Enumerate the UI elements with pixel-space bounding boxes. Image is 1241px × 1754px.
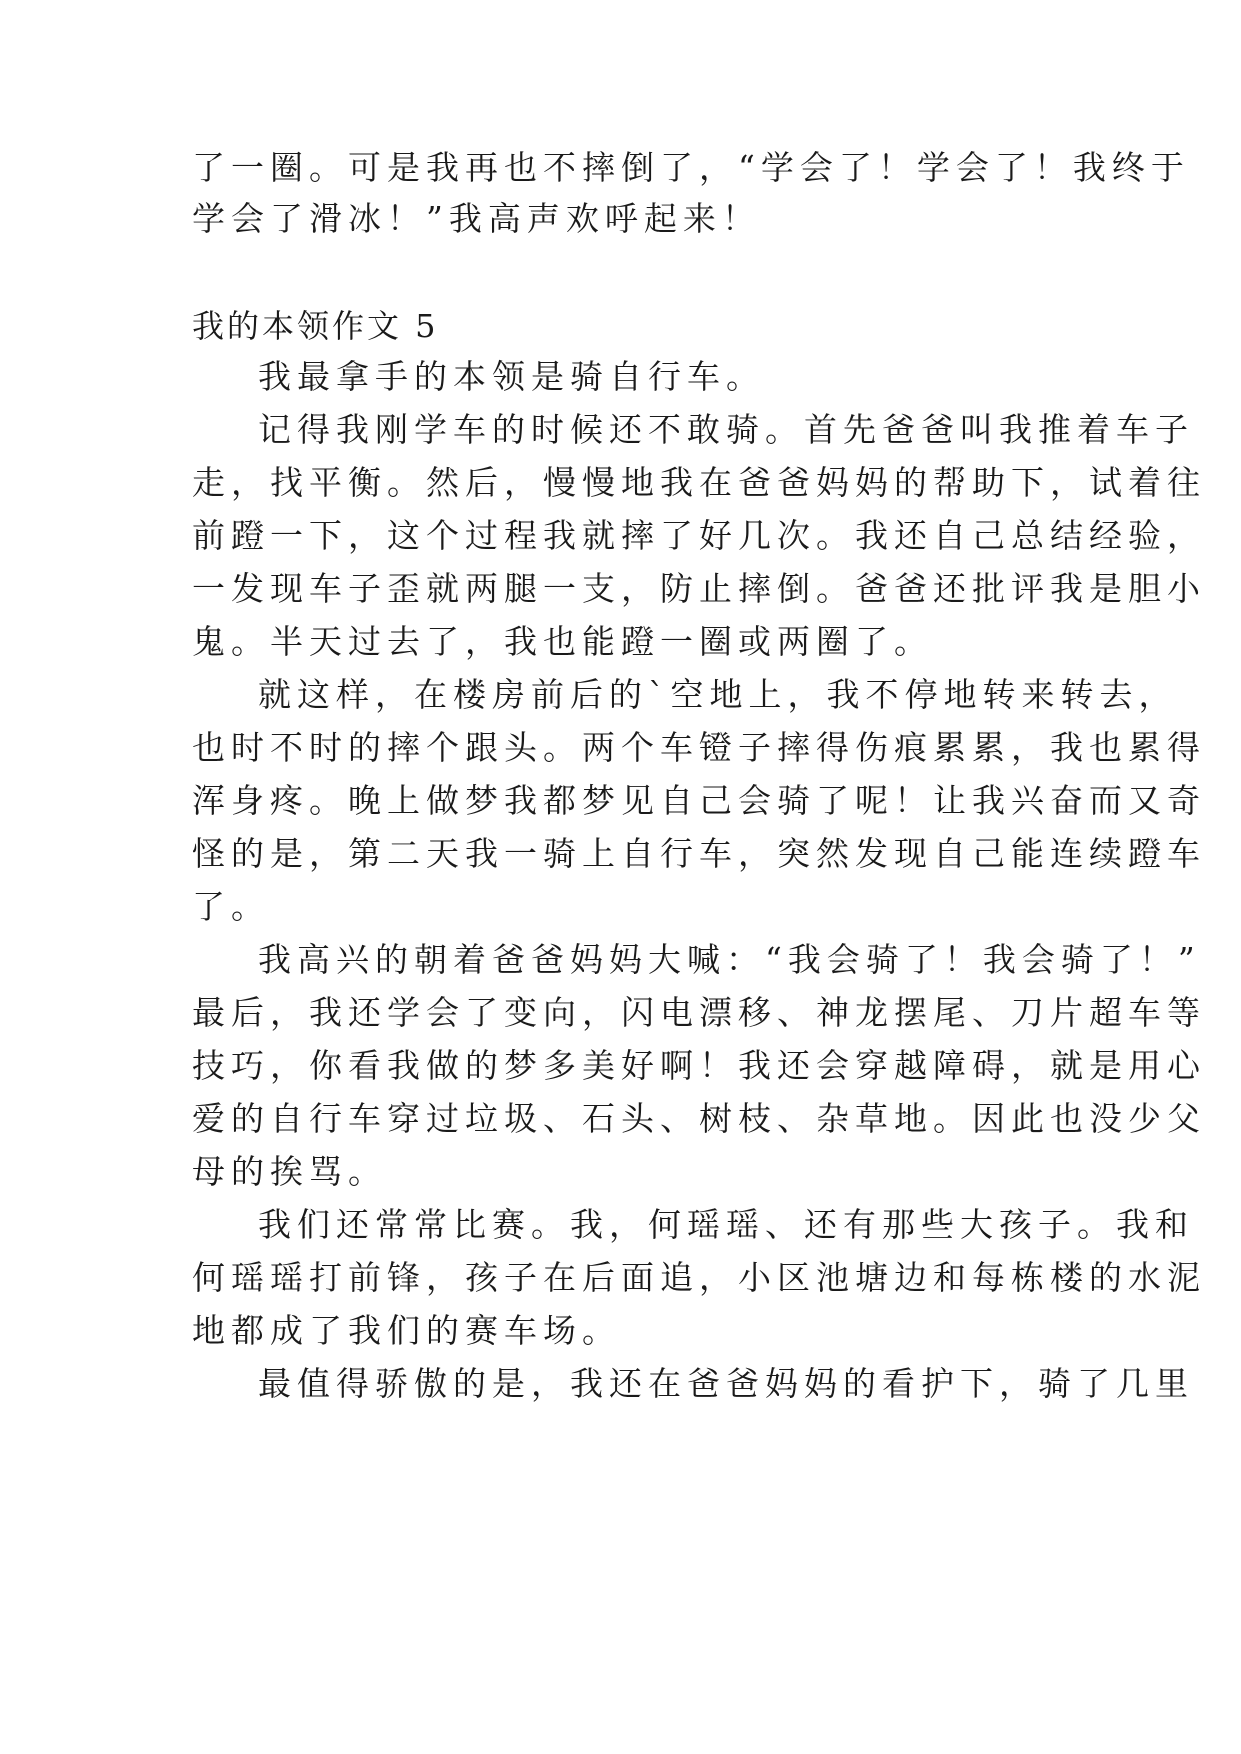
paragraph-line: 我高兴的朝着爸爸妈妈大喊：“我会骑了！我会骑了！” [258,940,1201,979]
paragraph-line: 地都成了我们的赛车场。 [192,1311,621,1350]
essay-title: 我的本领作文 5 [192,307,439,345]
paragraph-line: 母的挨骂。 [192,1152,387,1191]
paragraph-line: 记得我刚学车的时候还不敢骑。首先爸爸叫我推着车子 [258,410,1194,449]
paragraph-line: 爱的自行车穿过垃圾、石头、树枝、杂草地。因此也没少父 [192,1099,1206,1138]
text-line: 了一圈。可是我再也不摔倒了，“学会了！学会了！我终于 [192,148,1190,187]
text-line: 学会了滑冰！”我高声欢呼起来！ [192,199,761,238]
paragraph-line: 走，找平衡。然后，慢慢地我在爸爸妈妈的帮助下，试着往 [192,463,1206,502]
paragraph-line: 何瑶瑶打前锋，孩子在后面追，小区池塘边和每栋楼的水泥 [192,1258,1206,1297]
paragraph-line: 前蹬一下，这个过程我就摔了好几次。我还自己总结经验， [192,516,1206,555]
paragraph-line: 我们还常常比赛。我，何瑶瑶、还有那些大孩子。我和 [258,1205,1194,1244]
paragraph-line: 一发现车子歪就两腿一支，防止摔倒。爸爸还批评我是胆小 [192,569,1206,608]
paragraph-line: 也时不时的摔个跟头。两个车镫子摔得伤痕累累，我也累得 [192,728,1206,767]
paragraph-line: 浑身疼。晚上做梦我都梦见自己会骑了呢！让我兴奋而又奇 [192,781,1206,820]
paragraph-line: 怪的是，第二天我一骑上自行车，突然发现自己能连续蹬车 [192,834,1206,873]
paragraph-line: 鬼。半天过去了，我也能蹬一圈或两圈了。 [192,622,933,661]
paragraph-line: 我最拿手的本领是骑自行车。 [258,357,765,396]
paragraph-line: 就这样，在楼房前后的`空地上，我不停地转来转去， [258,675,1178,714]
paragraph-line: 了。 [192,887,270,926]
paragraph-line: 技巧，你看我做的梦多美好啊！我还会穿越障碍，就是用心 [192,1046,1206,1085]
paragraph-line: 最值得骄傲的是，我还在爸爸妈妈的看护下，骑了几里 [258,1364,1194,1403]
paragraph-line: 最后，我还学会了变向，闪电漂移、神龙摆尾、刀片超车等 [192,993,1206,1032]
